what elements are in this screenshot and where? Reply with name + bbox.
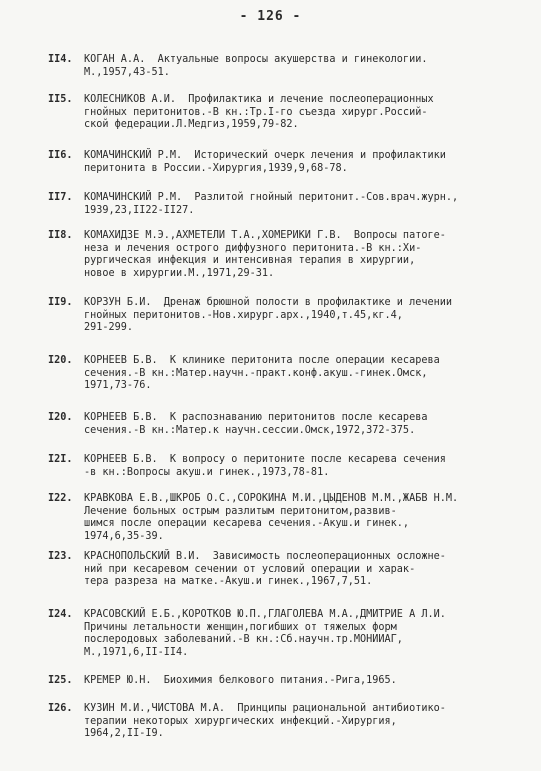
entry-line: КОМАЧИНСКИЙ Р.М. Исторический очерк лечения и профилактики [84, 150, 446, 161]
bibliography-entry [48, 94, 523, 132]
entry-line: новое в хирургии.М.,1971,29-31. [84, 267, 275, 279]
entry-line: неза и лечения острого диффузного перитонита.-В кн.:Хи- [84, 242, 422, 254]
entry-line: тера разреза на матке.-Акуш.и гинек.,1967,7,51. [84, 576, 373, 588]
entry-line: гнойных перитонитов.-В кн.:Тр.I-го съезда хирург.Россий- [84, 106, 428, 118]
entry-number: I22. [48, 493, 73, 504]
entry-number: I2I. [48, 454, 73, 465]
bibliography-entry [48, 551, 523, 589]
bibliography-entry [48, 412, 523, 437]
entry-line: КОМАЧИНСКИЙ Р.М. Разлитой гнойный перитонит.-Сов.врач.журн., [84, 192, 459, 203]
entry-line: КРАСОВСКИЙ Е.Б.,КОРОТКОВ Ю.П.,ГЛАГОЛЕВА М.А.,ДМИТРИЕ А Л.И. [84, 609, 446, 620]
entry-line: послеродовых заболеваний.-В кн.:Сб.научн.тр.МОНИИАГ, [84, 634, 403, 646]
bibliography-entry [48, 675, 523, 688]
entry-line: Лечение больных острым разлитым перитонитом,развив- [84, 505, 397, 517]
entry-text [84, 551, 523, 589]
entry-line: М.,1971,6,II-II4. [84, 646, 189, 658]
entry-line: КОРЗУН Б.И. Дренаж брюшной полости в профилактике и лечении [84, 297, 453, 308]
entry-text [84, 703, 523, 741]
entry-number: I23. [48, 551, 73, 562]
entry-text [84, 493, 523, 543]
entry-line: КРЕМЕР Ю.Н. Биохимия белкового питания.-Рига,1965. [84, 675, 397, 686]
entry-number: I20. [48, 355, 73, 366]
entry-text [84, 297, 523, 335]
entry-number: I24. [48, 609, 73, 620]
entry-line: Причины летальности женщин,погибших от тяжелых форм [84, 621, 397, 633]
entry-text [84, 230, 523, 280]
bibliography-entry [48, 192, 523, 217]
entry-text [84, 355, 523, 393]
entry-line: М.,1957,43-51. [84, 66, 170, 78]
entry-line: 1939,23,II22-II27. [84, 204, 195, 216]
entry-line: 1971,73-76. [84, 380, 152, 392]
entry-line: ний при кесаревом сечении от условий операции и харак- [84, 563, 416, 575]
entry-line: КОМАХИДЗЕ М.Э.,АХМЕТЕЛИ Т.А.,ХОМЕРИКИ Г.В. Вопросы патоге- [84, 230, 446, 241]
bibliography-entry [48, 230, 523, 280]
entry-text [84, 412, 523, 437]
entry-line: КОЛЕСНИКОВ А.И. Профилактика и лечение послеоперационных [84, 94, 434, 105]
entry-number: II8. [48, 230, 73, 241]
page-number: - 126 - [239, 9, 302, 24]
bibliography-entry [48, 609, 523, 659]
entry-line: 291-299. [84, 322, 134, 334]
entry-line: сечения.-В кн.:Матер.научн.-практ.конф.акуш.-гинек.Омск, [84, 367, 428, 379]
entry-line: КРАСНОПОЛЬСКИЙ В.И. Зависимость послеоперационных осложне- [84, 551, 446, 562]
entry-line: КУЗИН М.И.,ЧИСТОВА М.А. Принципы рациональной антибиотико- [84, 703, 446, 714]
entry-line: КОРНЕЕВ Б.В. К вопросу о перитоните после кесарева сечения [84, 454, 446, 465]
entry-line: КОРНЕЕВ Б.В. К клинике перитонита после операции кесарева [84, 355, 440, 366]
entry-line: перитонита в России.-Хирургия,1939,9,68-78. [84, 162, 348, 174]
bibliography-entry [48, 355, 523, 393]
entry-line: шимся после операции кесарева сечения.-Акуш.и гинек., [84, 518, 410, 530]
entry-line: 1964,2,II-I9. [84, 728, 164, 740]
entry-text [84, 609, 523, 659]
bibliography-entry [48, 454, 523, 479]
entry-line: терапии некоторых хирургических инфекций.-Хирургия, [84, 715, 397, 727]
entry-text [84, 54, 523, 79]
entry-number: I20. [48, 412, 73, 423]
entry-text [84, 675, 523, 688]
entry-number: II7. [48, 192, 73, 203]
entry-number: II6. [48, 150, 73, 161]
entry-number: I26. [48, 703, 73, 714]
entry-number: II5. [48, 94, 73, 105]
bibliography-entry [48, 297, 523, 335]
entry-line: рургическая инфекция и интенсивная терапия в хирургии, [84, 255, 416, 267]
bibliography-entry [48, 703, 523, 741]
entry-text [84, 192, 523, 217]
entry-line: КОРНЕЕВ Б.В. К распознаванию перитонитов после кесарева [84, 412, 428, 423]
entry-text [84, 94, 523, 132]
entry-number: I25. [48, 675, 73, 686]
entry-line: гнойных перитонитов.-Нов.хирург.арх.,1940,т.45,кг.4, [84, 309, 403, 321]
entry-text [84, 454, 523, 479]
entry-line: -в кн.:Вопросы акуш.и гинек.,1973,78-81. [84, 466, 330, 478]
bibliography-entry [48, 493, 523, 543]
entry-line: сечения.-В кн.:Матер.к научн.сессии.Омск,1972,372-375. [84, 424, 416, 436]
entry-line: 1974,6,35-39. [84, 530, 164, 542]
entry-line: КРАВКОВА Е.В.,ШКРОБ О.С.,СОРОКИНА М.И.,ЦЫДЕНОВ М.М.,ЖАБВ Н.М. [84, 493, 459, 504]
entry-line: КОГАН А.А. Актуальные вопросы акушерства и гинекологии. [84, 54, 428, 65]
entry-text [84, 150, 523, 175]
bibliography-entry [48, 150, 523, 175]
entry-line: ской федерации.Л.Медгиз,1959,79-82. [84, 119, 299, 131]
entry-number: II4. [48, 54, 73, 65]
entry-number: II9. [48, 297, 73, 308]
bibliography-entry [48, 54, 523, 79]
